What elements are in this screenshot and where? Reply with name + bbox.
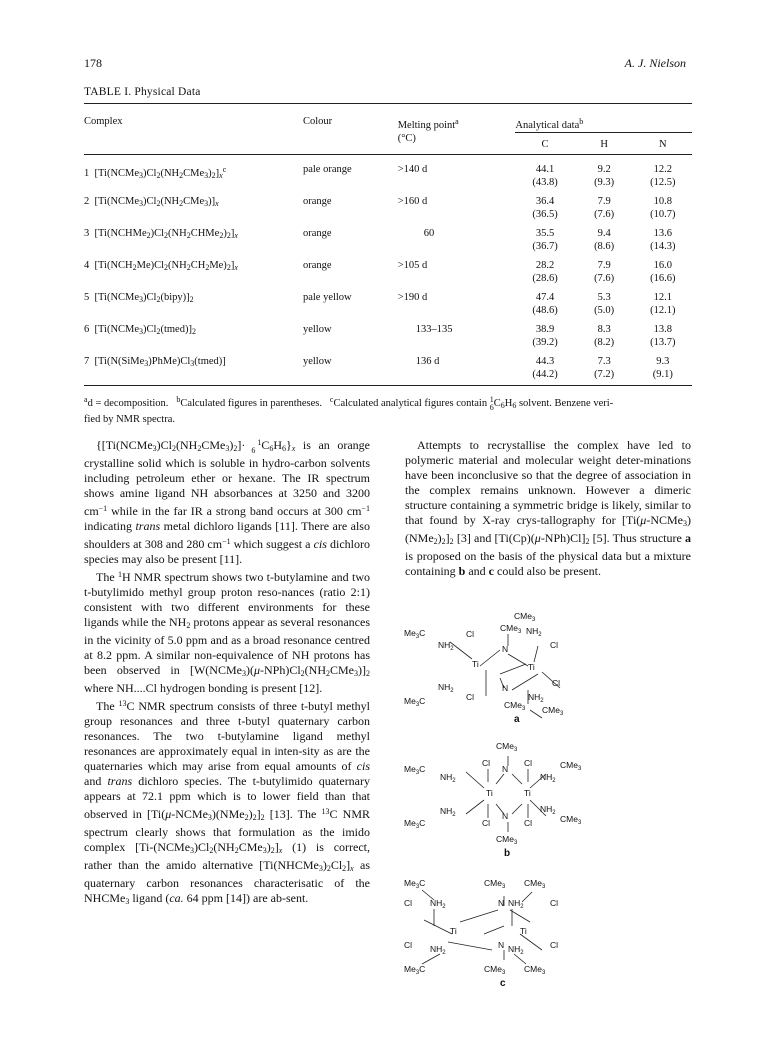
c-cell: 35.5 (36.7) bbox=[532, 228, 558, 252]
mp-cell: >105 d bbox=[397, 260, 428, 271]
svg-text:CMe3: CMe$_3$ bbox=[504, 700, 526, 712]
svg-text:Cl: Cl bbox=[404, 940, 413, 950]
header-analytical bbox=[515, 109, 692, 133]
h-cell: 7.9 (7.6) bbox=[594, 260, 615, 284]
svg-text:Cl: Cl bbox=[524, 818, 533, 828]
svg-text:CMe3: CMe$_3$ bbox=[560, 760, 582, 772]
table-footnotes: $^a$d = decomposition. $^b$Calculated figures in parentheses. $^c$Calculated analytical figures contain 1 $6C_6H_6$ solvent. Benzene veri- fied by NMR spectra. bbox=[84, 395, 614, 425]
svg-text:NH2: $NH_2$ bbox=[540, 804, 556, 816]
svg-text:CMe3: CMe$_3$ bbox=[524, 964, 546, 976]
svg-text:Me3C: $Me_3C$ bbox=[404, 964, 426, 976]
svg-text:Ti: Ti bbox=[450, 926, 457, 936]
table-row bbox=[84, 195, 692, 221]
svg-text:Cl: Cl bbox=[466, 692, 475, 702]
svg-text:NH2: $NH_2$ bbox=[526, 626, 542, 638]
analytical-footnote-mark: b bbox=[579, 117, 584, 126]
paragraph: The $^{13}$C NMR spectrum consists of three t-butyl methyl group resonances and three t-butyl quaternary carbon resonances. The two t-butylamine ligand methyl resonances are approximately equal in inten-sity as are the quaternaries which may arise from equal amounts of cis and trans dichloro species. The t-butylimido quaternary appears at 72.1 ppm which is to lower field than that observed in $[Ti(\mu-NCMe_3)(NMe_2)_2]_2$ [13]. The $^{13}$C NMR spectrum clearly shows that formulation as the imido complex $[Ti-(NCMe_3)Cl_2(NH_2CMe_3)_2]_x$ (1) is correct, rather than the amido alternative $[Ti(NHCMe_3)_2Cl_2]_x$ as quaternary carbon resonances characterisatic of the NHCMe$_3$ ligand (ca. 64 ppm [14]) are ab-sent. bbox=[84, 699, 371, 906]
svg-text:Ti: Ti bbox=[524, 788, 531, 798]
svg-text:Me3C: $Me_3C$ bbox=[404, 818, 426, 830]
colour-cell: yellow bbox=[302, 356, 332, 367]
svg-text:Ti: Ti bbox=[528, 662, 535, 672]
svg-text:CMe3: CMe$_3$ bbox=[560, 814, 582, 826]
svg-text:CMe3: CMe$_3$ bbox=[484, 878, 506, 890]
h-cell: 7.3 (7.2) bbox=[594, 356, 615, 380]
table-subheader-row bbox=[84, 133, 692, 155]
c-cell: 28.2 (28.6) bbox=[532, 260, 558, 284]
svg-text:Ti: Ti bbox=[472, 659, 479, 669]
svg-text:CMe3: CMe$_3$ bbox=[542, 705, 564, 717]
svg-text:CMe3: CMe$_3$ bbox=[496, 834, 518, 846]
n-cell: 12.1 (12.1) bbox=[650, 292, 676, 316]
svg-text:CMe3: CMe$_3$ bbox=[514, 611, 536, 623]
complex-cell: 3 $[Ti(NCHMe_2)Cl_2(NH_2CHMe_2)_2]_x$ bbox=[84, 228, 238, 240]
mp-cell: >190 d bbox=[397, 292, 428, 303]
mp-cell: >160 d bbox=[397, 196, 428, 207]
structures-figure bbox=[400, 604, 660, 996]
n-cell: 16.0 (16.6) bbox=[650, 260, 676, 284]
table-row bbox=[84, 259, 692, 285]
left-column-text bbox=[84, 438, 370, 909]
complex-cell: 2 $[Ti(NCMe_3)Cl_2(NH_2CMe_3)]_x$ bbox=[84, 196, 219, 208]
structure-label-b: b bbox=[504, 848, 511, 859]
c-cell: 44.1 (43.8) bbox=[532, 164, 558, 188]
complex-cell: 7 $[Ti(N(SiMe_3)PhMe)Cl_3(tmed)]$ bbox=[84, 356, 226, 368]
mp-label: Melting point bbox=[397, 120, 456, 131]
header-colour: Colour bbox=[302, 116, 333, 127]
n-cell: 9.3 (9.1) bbox=[652, 356, 673, 380]
svg-text:Me3C: $Me_3C$ bbox=[404, 628, 426, 640]
h-cell: 7.9 (7.6) bbox=[594, 196, 615, 220]
colour-cell: yellow bbox=[302, 324, 332, 335]
n-cell: 10.8 (10.7) bbox=[650, 196, 676, 220]
header-h: H bbox=[575, 133, 634, 155]
mp-cell: 60 bbox=[423, 228, 435, 239]
svg-text:CMe3: CMe$_3$ bbox=[484, 964, 506, 976]
svg-text:N: N bbox=[502, 644, 509, 654]
h-cell: 9.4 (8.6) bbox=[594, 228, 615, 252]
table-bottom-rule bbox=[84, 385, 692, 386]
table-top-rule bbox=[84, 103, 692, 104]
header-melting-point bbox=[398, 109, 516, 155]
structure-b-atoms bbox=[404, 741, 582, 859]
c-cell: 38.9 (39.2) bbox=[532, 324, 558, 348]
svg-text:Me3C: $Me_3C$ bbox=[404, 764, 426, 776]
svg-text:NH2: $NH_2$ bbox=[430, 898, 446, 910]
complex-cell: 5 $[Ti(NCMe_3)Cl_2(bipy)]_2$ bbox=[84, 292, 194, 304]
svg-text:N: N bbox=[502, 764, 509, 774]
header-n: N bbox=[634, 133, 692, 155]
svg-text:Cl: Cl bbox=[550, 640, 559, 650]
colour-cell: orange bbox=[302, 196, 332, 207]
svg-text:Ti: Ti bbox=[520, 926, 527, 936]
mp-unit: (°C) bbox=[397, 133, 416, 144]
svg-text:Cl: Cl bbox=[550, 940, 559, 950]
complex-cell: 6 $[Ti(NCMe_3)Cl_2(tmed)]_2$ bbox=[84, 324, 196, 336]
complex-cell: 1 $[Ti(NCMe_3)Cl_2(NH_2CMe_3)_2]_x^c$ bbox=[84, 165, 227, 180]
analytical-label: Analytical data bbox=[515, 120, 580, 131]
svg-text:NH2: $NH_2$ bbox=[440, 772, 456, 784]
svg-text:NH2: $NH_2$ bbox=[438, 640, 454, 652]
svg-text:Cl: Cl bbox=[482, 758, 491, 768]
svg-text:NH2: $NH_2$ bbox=[438, 682, 454, 694]
h-cell: 8.3 (8.2) bbox=[594, 324, 615, 348]
table-header-row bbox=[84, 109, 692, 133]
paragraph: {$[Ti(NCMe_3)Cl_2(NH_2CMe_3)_2]\cdot 1$ 6 $C_6H_6\}_x$ is an orange crystalline solid which is soluble in hydro-carbon solvents including petroleum ether or hexane. The IR spectrum shows amine ligand NH absorbances at 3250 and 3200 $cm^{-1}$ while in the far IR a strong band occurs at 300 $cm^{-1}$ indicating trans metal dichloro ligands [11]. There are also shoulders at 308 and 280 $cm^{-1}$ which suggest a cis dichloro species may also be present [11]. bbox=[84, 438, 370, 566]
page-number: 178 bbox=[84, 56, 102, 70]
table-row bbox=[84, 291, 692, 317]
table-row bbox=[84, 227, 692, 253]
svg-text:NH2: $NH_2$ bbox=[540, 772, 556, 784]
svg-text:Cl: Cl bbox=[524, 758, 533, 768]
svg-text:NH2: $NH_2$ bbox=[430, 944, 446, 956]
h-cell: 9.2 (9.3) bbox=[594, 164, 615, 188]
h-cell: 5.3 (5.0) bbox=[594, 292, 615, 316]
c-cell: 47.4 (48.6) bbox=[532, 292, 558, 316]
svg-text:CMe3: CMe$_3$ bbox=[500, 623, 522, 635]
paragraph: The $^1$H NMR spectrum shows two t-butylamine and two t-butylimido methyl group proton reso-nances (ratio 2:1) consistent with two different environments for these ligands while the $NH_2$ protons appear as several resonances in the vicinity of 5.0 ppm and as a broad resonance centred at 8.2 ppm. A similar non-equivalence of NH protons has been observed in $[W(NCMe_3)(\mu-NPh)Cl_2(NH_2CMe_3)]_2$ where NH....Cl hydrogen bonding is present [12]. bbox=[84, 570, 370, 695]
n-cell: 12.2 (12.5) bbox=[650, 164, 676, 188]
mp-cell: >140 d bbox=[397, 164, 428, 175]
table-row bbox=[84, 163, 692, 189]
mp-cell: 133–135 bbox=[415, 324, 453, 335]
mp-cell: 136 d bbox=[415, 356, 440, 367]
physical-data-table bbox=[84, 109, 692, 381]
structure-label-c: c bbox=[500, 978, 506, 989]
table-row bbox=[84, 323, 692, 349]
svg-text:N: N bbox=[502, 811, 509, 821]
structure-label-a: a bbox=[514, 714, 520, 725]
svg-text:CMe3: CMe$_3$ bbox=[496, 741, 518, 753]
complex-cell: 4 $[Ti(NCH_2Me)Cl_2(NH_2CH_2Me)_2]_x$ bbox=[84, 260, 238, 272]
colour-cell: orange bbox=[302, 260, 332, 271]
structure-a-atoms bbox=[404, 611, 564, 725]
colour-cell: pale yellow bbox=[302, 292, 352, 303]
header-c: C bbox=[515, 133, 574, 155]
svg-text:Cl: Cl bbox=[552, 678, 561, 688]
svg-text:Cl: Cl bbox=[550, 898, 559, 908]
table-caption: TABLE I. Physical Data bbox=[84, 86, 201, 98]
paragraph: Attempts to recrystallise the complex have led to polymeric material and molecular weight deter-minations have been inconclusive so that the degree of association in the complex remains unknown. However a dimeric structure containing a symmetric bridge is likely, similar to that found by X-ray crys-tallography for $[Ti(\mu-NCMe_3)(NMe_2)_2]_2$ [3] and $[Ti(Cp)(\mu-NPh)Cl]_2$ [5]. Thus structure a is proposed on the basis of the physical data but a mixture containing b and c could also be present. bbox=[405, 438, 691, 578]
n-cell: 13.6 (14.3) bbox=[650, 228, 676, 252]
svg-text:Cl: Cl bbox=[466, 629, 475, 639]
svg-text:NH2: $NH_2$ bbox=[508, 898, 524, 910]
svg-text:N: N bbox=[498, 940, 505, 950]
n-cell: 13.8 (13.7) bbox=[650, 324, 676, 348]
svg-text:Cl: Cl bbox=[482, 818, 491, 828]
svg-text:NH2: $NH_2$ bbox=[508, 944, 524, 956]
mp-footnote-mark: a bbox=[455, 117, 459, 126]
running-author: A. J. Nielson bbox=[624, 56, 686, 70]
svg-text:Cl: Cl bbox=[404, 898, 413, 908]
right-column-text bbox=[405, 438, 691, 579]
c-cell: 36.4 (36.5) bbox=[532, 196, 558, 220]
colour-cell: orange bbox=[302, 228, 332, 239]
table-row bbox=[84, 355, 692, 381]
svg-text:N: N bbox=[502, 683, 509, 693]
svg-text:N: N bbox=[498, 898, 505, 908]
svg-text:NH2: $NH_2$ bbox=[440, 806, 456, 818]
header-complex: Complex bbox=[84, 116, 123, 127]
svg-text:Ti: Ti bbox=[486, 788, 493, 798]
c-cell: 44.3 (44.2) bbox=[532, 356, 558, 380]
svg-text:CMe3: CMe$_3$ bbox=[524, 878, 546, 890]
colour-cell: pale orange bbox=[302, 164, 352, 175]
svg-text:NH2: $NH_2$ bbox=[528, 692, 544, 704]
svg-text:Me3C: $Me_3C$ bbox=[404, 878, 426, 890]
svg-text:Me3C: $Me_3C$ bbox=[404, 696, 426, 708]
